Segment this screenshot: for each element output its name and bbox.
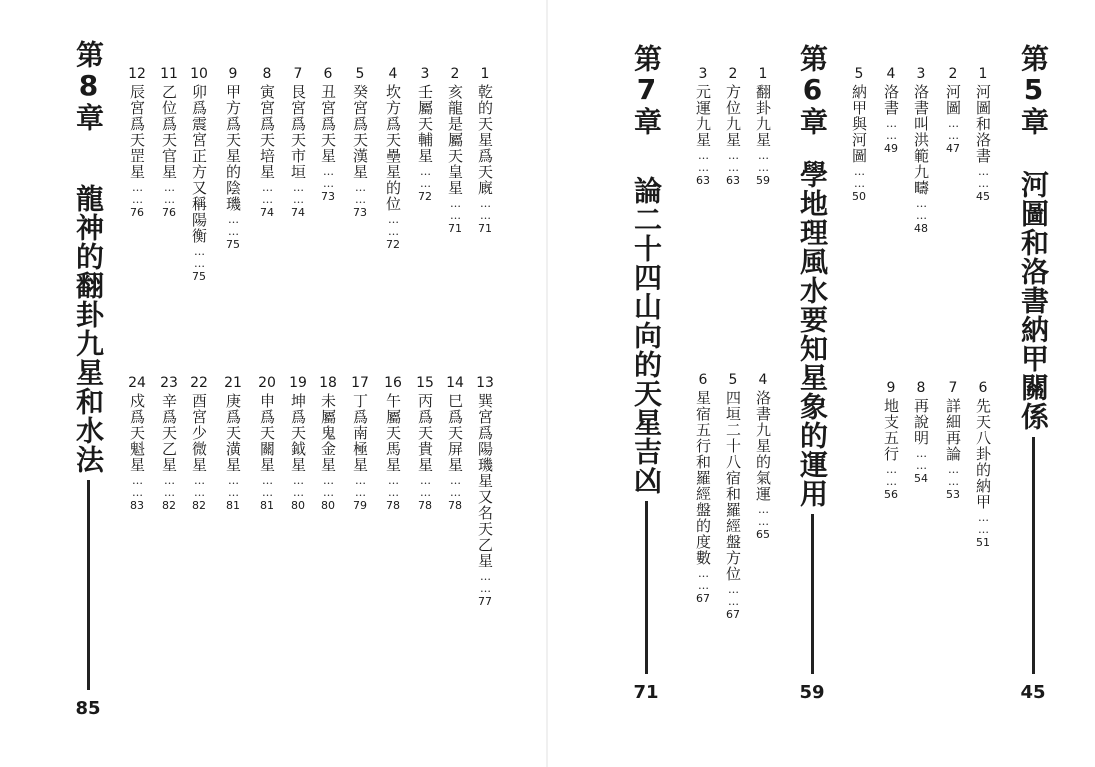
entry-page: 76 (162, 206, 176, 219)
entry-title: 庚爲天潢星 (224, 393, 242, 473)
entry-number: 2 (948, 66, 958, 82)
chapter-8-label: 第8章 (72, 40, 105, 132)
entry-page: 79 (353, 499, 367, 512)
entry-number: 18 (319, 375, 337, 391)
entry-leader-dots: …… (387, 213, 400, 237)
entry-page: 77 (478, 595, 492, 608)
entry-number: 12 (128, 66, 146, 82)
entry-leader-dots: …… (354, 181, 367, 205)
entry-number: 23 (160, 375, 178, 391)
chapter-6-label: 第6章 (796, 44, 829, 136)
entry-leader-dots: …… (757, 503, 770, 527)
entry-title: 乾的天星爲天廐 (476, 84, 494, 196)
toc-entry[interactable] (347, 66, 373, 220)
chapter-5-rule (1032, 437, 1035, 674)
entry-title: 先天八卦的納甲 (974, 398, 992, 510)
entry-title: 納甲與河圖 (850, 84, 868, 164)
entry-number: 17 (351, 375, 369, 391)
entry-number: 16 (384, 375, 402, 391)
chapter-5-label: 第5章 (1017, 44, 1050, 136)
chapter-8-page: 85 (75, 698, 101, 719)
toc-entry[interactable] (412, 375, 438, 513)
toc-entry[interactable] (846, 66, 872, 204)
entry-number: 3 (916, 66, 926, 82)
entry-title: 酉宮少微星 (190, 393, 208, 473)
chapter-6-heading (792, 44, 832, 704)
entry-leader-dots: …… (131, 181, 144, 205)
entry-number: 4 (388, 66, 398, 82)
entry-title: 辛爲天乙星 (160, 393, 178, 473)
entry-leader-dots: …… (419, 474, 432, 498)
toc-entry[interactable] (186, 375, 212, 513)
entry-leader-dots: …… (261, 474, 274, 498)
toc-entry[interactable] (690, 66, 716, 188)
chapter-8-rule (87, 480, 90, 690)
chapter-5-title: 河圖和洛書納甲關係 (1017, 170, 1050, 431)
entry-leader-dots: …… (697, 567, 710, 591)
entry-title: 方位九星 (724, 84, 742, 148)
toc-entry[interactable] (970, 66, 996, 204)
entry-page: 82 (162, 499, 176, 512)
entry-title: 艮宮爲天市垣 (289, 84, 307, 180)
entry-number: 7 (948, 380, 958, 396)
toc-entry[interactable] (940, 380, 966, 502)
entry-leader-dots: …… (193, 245, 206, 269)
chapter-8-title: 龍神的翻卦九星和水法 (72, 184, 105, 474)
entry-leader-dots: …… (479, 197, 492, 221)
entry-number: 10 (190, 66, 208, 82)
entry-number: 4 (758, 372, 768, 388)
entry-page: 78 (386, 499, 400, 512)
entry-leader-dots: …… (227, 474, 240, 498)
entry-page: 67 (726, 608, 740, 621)
entry-title: 戍爲天魁星 (128, 393, 146, 473)
entry-leader-dots: …… (479, 570, 492, 594)
entry-title: 河圖 (944, 84, 962, 116)
toc-entry[interactable] (156, 375, 182, 513)
toc-entry[interactable] (156, 66, 182, 220)
entry-page: 59 (756, 174, 770, 187)
toc-entry[interactable] (285, 66, 311, 220)
entry-number: 21 (224, 375, 242, 391)
entry-leader-dots: …… (727, 583, 740, 607)
toc-entry[interactable] (442, 66, 468, 236)
entry-number: 5 (728, 372, 738, 388)
entry-leader-dots: …… (322, 165, 335, 189)
toc-entry[interactable] (124, 66, 150, 220)
entry-number: 22 (190, 375, 208, 391)
entry-title: 壬屬天輔星 (416, 84, 434, 164)
entry-number: 1 (480, 66, 490, 82)
left-page (0, 0, 547, 767)
entry-number: 19 (289, 375, 307, 391)
entry-page: 73 (321, 190, 335, 203)
entry-title: 卯爲震宮正方又稱陽衡 (190, 84, 208, 244)
entry-leader-dots: …… (757, 149, 770, 173)
toc-entry[interactable] (878, 66, 904, 156)
entry-leader-dots: …… (292, 181, 305, 205)
entry-number: 6 (323, 66, 333, 82)
entry-leader-dots: …… (853, 165, 866, 189)
entry-number: 2 (728, 66, 738, 82)
entry-title: 再說明 (912, 398, 930, 446)
toc-entry[interactable] (908, 380, 934, 486)
toc-entry[interactable] (315, 375, 341, 513)
right-page (548, 0, 1095, 767)
entry-number: 3 (420, 66, 430, 82)
entry-title: 地支五行 (882, 398, 900, 462)
entry-leader-dots: …… (885, 463, 898, 487)
entry-leader-dots: …… (947, 117, 960, 141)
entry-title: 亥龍是屬天皇星 (446, 84, 464, 196)
entry-page: 75 (192, 270, 206, 283)
entry-page: 72 (386, 238, 400, 251)
entry-page: 72 (418, 190, 432, 203)
entry-leader-dots: …… (885, 117, 898, 141)
entry-title: 丑宮爲天星 (319, 84, 337, 164)
entry-title: 星宿五行和羅經盤的度數 (694, 390, 712, 566)
toc-entry[interactable] (347, 375, 373, 513)
chapter-8-heading (68, 40, 108, 720)
entry-leader-dots: …… (387, 474, 400, 498)
entry-number: 3 (698, 66, 708, 82)
toc-entry[interactable] (220, 66, 246, 252)
entry-page: 81 (260, 499, 274, 512)
entry-leader-dots: …… (354, 474, 367, 498)
entry-leader-dots: …… (727, 149, 740, 173)
entry-leader-dots: …… (977, 511, 990, 535)
entry-page: 74 (260, 206, 274, 219)
entry-page: 67 (696, 592, 710, 605)
entry-leader-dots: …… (697, 149, 710, 173)
toc-entry[interactable] (472, 66, 498, 236)
entry-page: 51 (976, 536, 990, 549)
entry-page: 48 (914, 222, 928, 235)
entry-leader-dots: …… (947, 463, 960, 487)
entry-page: 63 (696, 174, 710, 187)
toc-entry[interactable] (720, 372, 746, 622)
entry-leader-dots: …… (419, 165, 432, 189)
entry-leader-dots: …… (915, 197, 928, 221)
entry-page: 82 (192, 499, 206, 512)
entry-number: 6 (698, 372, 708, 388)
entry-page: 76 (130, 206, 144, 219)
entry-page: 65 (756, 528, 770, 541)
chapter-5-page: 45 (1020, 682, 1046, 703)
entry-page: 83 (130, 499, 144, 512)
entry-title: 午屬天馬星 (384, 393, 402, 473)
entry-page: 81 (226, 499, 240, 512)
toc-entry[interactable] (720, 66, 746, 188)
toc-entry[interactable] (315, 66, 341, 204)
entry-page: 47 (946, 142, 960, 155)
toc-entry[interactable] (380, 375, 406, 513)
entry-number: 2 (450, 66, 460, 82)
entry-page: 45 (976, 190, 990, 203)
entry-number: 1 (978, 66, 988, 82)
chapter-7-rule (645, 501, 648, 674)
entry-number: 4 (886, 66, 896, 82)
toc-entry[interactable] (908, 66, 934, 236)
chapter-7-page: 71 (633, 682, 659, 703)
entry-page: 75 (226, 238, 240, 251)
entry-page: 78 (418, 499, 432, 512)
entry-title: 元運九星 (694, 84, 712, 148)
toc-entry[interactable] (690, 372, 716, 606)
entry-number: 14 (446, 375, 464, 391)
entry-title: 癸宮爲天漢星 (351, 84, 369, 180)
entry-leader-dots: …… (261, 181, 274, 205)
toc-entry[interactable] (220, 375, 246, 513)
entry-page: 49 (884, 142, 898, 155)
entry-number: 8 (916, 380, 926, 396)
chapter-6-title: 學地理風水要知星象的運用 (796, 160, 829, 508)
entry-number: 24 (128, 375, 146, 391)
entry-page: 56 (884, 488, 898, 501)
entry-number: 5 (854, 66, 864, 82)
entry-title: 寅宮爲天培星 (258, 84, 276, 180)
toc-entry[interactable] (878, 380, 904, 502)
toc-entry[interactable] (380, 66, 406, 252)
chapter-7-heading (626, 44, 666, 704)
entry-leader-dots: …… (449, 474, 462, 498)
entry-number: 20 (258, 375, 276, 391)
entry-page: 74 (291, 206, 305, 219)
entry-page: 73 (353, 206, 367, 219)
entry-leader-dots: …… (977, 165, 990, 189)
toc-entry[interactable] (970, 380, 996, 550)
toc-entry[interactable] (186, 66, 212, 284)
toc-entry[interactable] (750, 66, 776, 188)
entry-title: 翻卦九星 (754, 84, 772, 148)
entry-leader-dots: …… (131, 474, 144, 498)
entry-page: 50 (852, 190, 866, 203)
entry-number: 1 (758, 66, 768, 82)
entry-number: 7 (293, 66, 303, 82)
chapter-7-title: 論二十四山向的天星吉凶 (630, 176, 663, 495)
entry-title: 坤爲天鉞星 (289, 393, 307, 473)
entry-title: 詳細再論 (944, 398, 962, 462)
entry-title: 甲方爲天星的陰璣 (224, 84, 242, 212)
entry-leader-dots: …… (193, 474, 206, 498)
toc-entry[interactable] (412, 66, 438, 204)
entry-page: 54 (914, 472, 928, 485)
entry-title: 未屬鬼金星 (319, 393, 337, 473)
entry-title: 丁爲南極星 (351, 393, 369, 473)
entry-title: 丙爲天貴星 (416, 393, 434, 473)
entry-number: 15 (416, 375, 434, 391)
entry-number: 11 (160, 66, 178, 82)
entry-title: 巳爲天屏星 (446, 393, 464, 473)
entry-leader-dots: …… (292, 474, 305, 498)
entry-number: 9 (886, 380, 896, 396)
entry-number: 8 (262, 66, 272, 82)
entry-page: 80 (291, 499, 305, 512)
entry-page: 63 (726, 174, 740, 187)
toc-entry[interactable] (285, 375, 311, 513)
entry-title: 巽宮爲陽璣星又名天乙星 (476, 393, 494, 569)
chapter-6-rule (811, 514, 814, 674)
entry-page: 80 (321, 499, 335, 512)
entry-title: 坎方爲天壘星的位 (384, 84, 402, 212)
entry-title: 河圖和洛書 (974, 84, 992, 164)
entry-title: 四垣二十八宿和羅經盤方位 (724, 390, 742, 582)
toc-entry[interactable] (472, 375, 498, 609)
entry-page: 71 (478, 222, 492, 235)
entry-leader-dots: …… (163, 474, 176, 498)
entry-number: 13 (476, 375, 494, 391)
entry-number: 6 (978, 380, 988, 396)
entry-title: 洛書 (882, 84, 900, 116)
toc-entry[interactable] (940, 66, 966, 156)
toc-entry[interactable] (750, 372, 776, 542)
entry-number: 9 (228, 66, 238, 82)
entry-title: 申爲天關星 (258, 393, 276, 473)
chapter-6-page: 59 (799, 682, 825, 703)
entry-page: 53 (946, 488, 960, 501)
toc-entry[interactable] (254, 66, 280, 220)
entry-title: 辰宮爲天罡星 (128, 84, 146, 180)
toc-entry[interactable] (124, 375, 150, 513)
entry-leader-dots: …… (322, 474, 335, 498)
entry-title: 洛書九星的氣運 (754, 390, 772, 502)
toc-entry[interactable] (442, 375, 468, 513)
entry-page: 78 (448, 499, 462, 512)
entry-title: 乙位爲天官星 (160, 84, 178, 180)
toc-entry[interactable] (254, 375, 280, 513)
entry-title: 洛書叫洪範九疇 (912, 84, 930, 196)
entry-page: 71 (448, 222, 462, 235)
entry-number: 5 (355, 66, 365, 82)
entry-leader-dots: …… (915, 447, 928, 471)
entry-leader-dots: …… (227, 213, 240, 237)
chapter-7-label: 第7章 (630, 44, 663, 136)
entry-leader-dots: …… (163, 181, 176, 205)
entry-leader-dots: …… (449, 197, 462, 221)
chapter-5-heading (1013, 44, 1053, 704)
